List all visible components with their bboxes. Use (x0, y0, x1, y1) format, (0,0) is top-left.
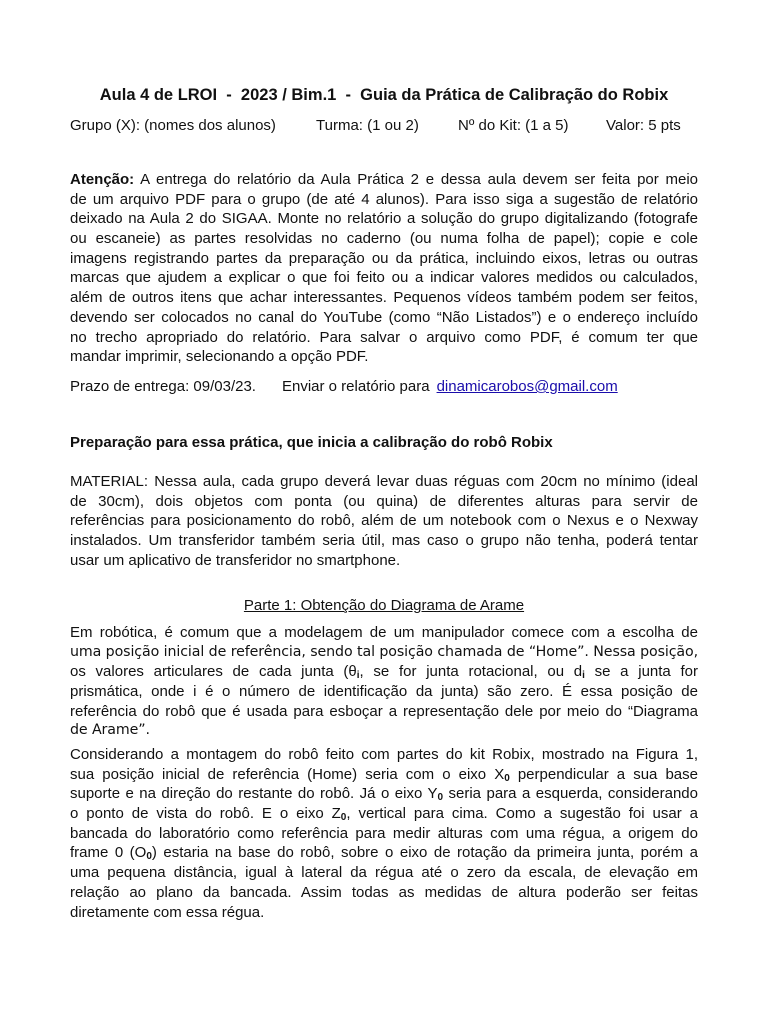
part1-p2-line-1: Considerando a montagem do robô feito com partes do kit Robix, mostrado na Figura 1, (70, 746, 698, 763)
attention-line-10: mandar imprimir, selecionando a opção PDF. (70, 348, 369, 366)
group-field: Grupo (X): (nomes dos alunos) (70, 117, 276, 134)
deadline-text: Prazo de entrega: 09/03/23. (70, 378, 256, 395)
part1-p1-line-4: prismática, onde i é o número de identificação da junta) são zero. É essa posição de (70, 683, 698, 701)
part1-p2-line-4: o ponto de vista do robô. E o eixo $Z_0$, vertical para cima. Como a sugestão foi usar a (70, 805, 698, 824)
material-line-2: de 30cm), dois objetos com ponta (ou quina) de diferentes alturas para servir de (70, 492, 698, 510)
part1-heading: Parte 1: Obtenção do Diagrama de Arame (243, 597, 525, 614)
attention-line-7: além de outros itens que achar interessantes. Pequenos vídeos também podem ser feitos, (70, 289, 698, 307)
material-line-3: referências para posicionamento do robô, além de um notebook com o Nexus e o Nexway (70, 512, 698, 530)
attention-paragraph (70, 170, 698, 367)
deadline-row (70, 378, 618, 395)
class-field: Turma: (1 ou 2) (316, 117, 419, 134)
part1-p2-line-9: diretamente com essa régua. (70, 903, 265, 921)
part1-p2-line-8: relação ao plano da bancada. Assim todas as medidas de altura poderão ser feitas (70, 883, 698, 901)
material-line-5: usar um aplicativo de transferidor no smartphone. (70, 551, 401, 569)
attention-line-2: de um arquivo PDF para o grupo (de até 4 alunos). Para isso siga a sugestão de relatório (70, 190, 698, 208)
part1-p1-line-6: de Arame”. (70, 722, 150, 739)
part1-paragraph-2 (70, 745, 698, 922)
value-field: Valor: 5 pts (606, 117, 681, 134)
part1-p1-line-1: Em robótica, é comum que a modelagem de um manipulador comece com a escolha de (70, 624, 698, 641)
page-title: Aula 4 de LROI - 2023 / Bim.1 - Guia da Prática de Calibração do Robix (99, 86, 669, 104)
part1-p1-line-5: referência do robô que é usada para esboçar a representação dele por meio do “Diagrama (70, 702, 698, 720)
attention-line-3: deixado na Aula 2 do SIGAA. Monte no relatório a solução do grupo digitalizando (fotografe (70, 210, 698, 228)
email-link[interactable]: dinamicarobos@gmail.com (436, 378, 618, 395)
part1-paragraph-1 (70, 623, 698, 741)
attention-line-5: imagens registrando partes da preparação ou da prática, incluindo eixos, letras ou outras (70, 249, 698, 267)
part1-p2-line-3: suporte e na direção do restante do robô. Já o eixo $Y_0$ seria para a esquerda, considerando (70, 785, 698, 804)
part1-p2-line-6: frame 0 $(O_0)$ estaria na base do robô, sobre o eixo de rotação da primeira junta, porém a (70, 844, 698, 863)
material-line-1: MATERIAL: Nessa aula, cada grupo deverá levar duas réguas com 20cm no mínimo (ideal (70, 473, 698, 490)
part1-p1-line-2: uma posição inicial de referência, sendo tal posição chamada de “Home”. Nessa posição, (70, 643, 698, 660)
part1-p2-line-5: bancada do laboratório como referência para medir alturas com uma régua, a origem do (70, 824, 698, 842)
part1-p2-line-2: sua posição inicial de referência (Home) seria com o eixo $X_0$ perpendicular a sua base (70, 765, 698, 784)
attention-line-9: no trecho apropriado do relatório. Para salvar o arquivo como PDF, é comum ter que (70, 328, 698, 346)
attention-line-6: marcas que ajudem a explicar o que foi feito ou a indicar valores medidos ou calculados, (70, 269, 698, 287)
material-line-4: instalados. Um transferidor também seria útil, mas caso o grupo não tenha, poderá tentar (70, 532, 698, 550)
attention-label: Atenção: (70, 171, 135, 188)
kit-field: Nº do Kit: (1 a 5) (458, 117, 569, 134)
attention-line-1: Atenção: A entrega do relatório da Aula Prática 2 e dessa aula devem ser feita por meio (70, 171, 698, 188)
send-text: Enviar o relatório para (281, 378, 430, 395)
attention-line-8: devendo ser colocados no canal do YouTube (como “Não Listados”) e o endereço incluído (70, 308, 698, 326)
material-paragraph (70, 472, 698, 570)
prep-heading: Preparação para essa prática, que inicia a calibração do robô Robix (70, 434, 553, 451)
part1-p1-line-3: os valores articulares de cada junta ($\theta_i$, se for junta rotacional, ou $d_i$ se a junta for (70, 663, 698, 682)
part1-p2-line-7: uma pequena distância, igual à lateral da régua até o zero da escala, de elevação em (70, 864, 698, 882)
attention-line-4: ou escaneie) as partes resolvidas no caderno (ou numa folha de papel); copie e cole (70, 230, 698, 248)
